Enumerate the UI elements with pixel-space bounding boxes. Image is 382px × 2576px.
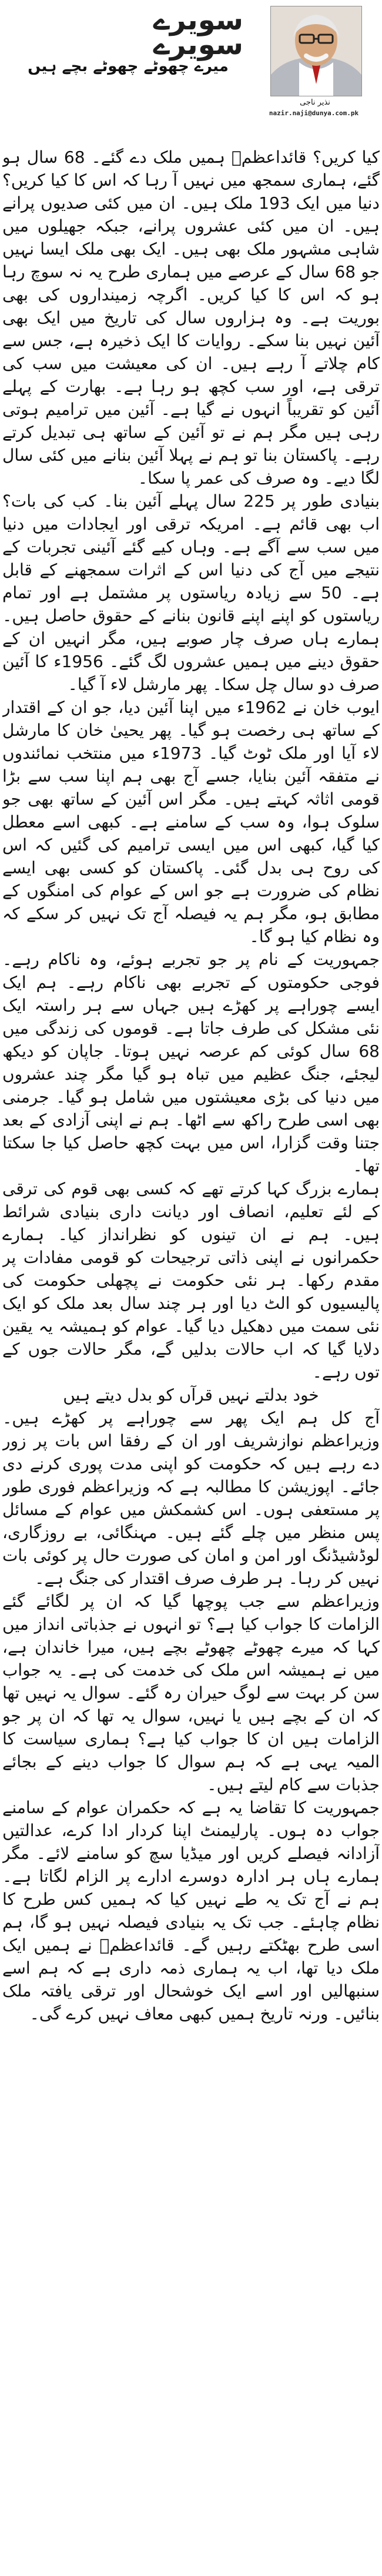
quoted-verse: خود بدلتے نہیں قرآں کو بدل دیتے ہیں <box>63 1385 319 1405</box>
page-footer-space <box>0 2569 382 2576</box>
author-email: nazir.naji@dunya.com.pk <box>269 109 359 117</box>
author-photo <box>270 6 362 96</box>
article-paragraph: بنیادی طور پر 225 سال پہلے آئین بنا۔ کب کی بات؟ اب بھی قائم ہے۔ امریکہ ترقی اور ایجادات میں دنیا میں سب سے آگے ہے۔ وہاں کیے گئے آئینی تجربات کے نتیجے میں آج کی دنیا اس کے اثرات سمجھنے کے قابل ہے۔ 50 سے زیادہ ریاستوں پر مشتمل ہے اور تمام ریاستوں کو اپنے اپنے قانون بنانے کے حقوق حاصل ہیں۔ ہمارے ہاں صرف چار صوبے ہیں، مگر انہیں ان کے حقوق دینے میں ہمیں عشروں لگ گئے۔ 1956ء کا آئین صرف دو سال چل سکا۔ پھر مارشل لاء آ گیا۔ <box>2 491 380 694</box>
article-paragraph: جمہوریت کے نام پر جو تجربے ہوئے، وہ ناکام رہے۔ فوجی حکومتوں کے تجربے بھی ناکام رہے۔ ہم ایک ایسے چوراہے پر کھڑے ہیں جہاں سے ہر راستہ ایک نئی مشکل کی طرف جاتا ہے۔ قوموں کی زندگی میں 68 سال کوئی کم عرصہ نہیں ہوتا۔ جاپان کو دیکھ لیجئے، جنگ عظیم میں تباہ ہو گیا مگر چند عشروں میں دنیا کی بڑی معیشتوں میں شامل ہو گیا۔ جرمنی بھی اسی طرح راکھ سے اٹھا۔ ہم نے اپنی آزادی کے بعد جتنا وقت گزارا، اس میں بہت کچھ حاصل کیا جا سکتا تھا۔ <box>2 950 380 1175</box>
column-logo-line-1: سویرے <box>153 4 243 36</box>
article-headline: میرے چھوٹے چھوٹے بچے ہیں <box>28 58 229 75</box>
article-paragraph: آج کل ہم ایک پھر سے چوراہے پر کھڑے ہیں۔ وزیراعظم نوازشریف اور ان کے رفقا اس بات پر زور دے رہے ہیں کہ حکومت کو اپنی مدت پوری کرنے دی جائے۔ اپوزیشن کا مطالبہ ہے کہ وزیراعظم فوری طور پر مستعفی ہوں۔ اس کشمکش میں عوام کے مسائل پس منظر میں چلے گئے ہیں۔ مہنگائی، بے روزگاری، لوڈشیڈنگ اور امن و امان کی صورت حال پر کوئی بات نہیں کر رہا۔ ہر طرف صرف اقتدار کی جنگ ہے۔ <box>2 1408 380 1588</box>
column-logo-line-2: سویرے <box>153 28 243 61</box>
column-logo <box>153 4 243 61</box>
article-paragraph: وزیراعظم سے جب پوچھا گیا کہ ان پر لگائے گئے الزامات کا جواب کیا ہے؟ تو انہوں نے جذباتی انداز میں کہا کہ میرے چھوٹے چھوٹے بچے ہیں، میرا خاندان ہے، میں نے ہمیشہ اس ملک کی خدمت کی ہے۔ یہ جواب سن کر بہت سے لوگ حیران رہ گئے۔ سوال یہ نہیں تھا کہ ان کے بچے ہیں یا نہیں، سوال یہ تھا کہ ان پر جو الزامات ہیں ان کا جواب کیا ہے؟ ہماری سیاست کا المیہ یہی ہے کہ ہم سوال کا جواب دینے کے بجائے جذبات سے کام لیتے ہیں۔ <box>2 1592 380 1794</box>
author-name: نذیر ناجی <box>300 98 330 107</box>
article-paragraph: کیا کریں؟ قائداعظمؒ ہمیں ملک دے گئے۔ 68 سال ہو گئے، ہماری سمجھ میں نہیں آ رہا کہ اس کا کیا کریں؟ دنیا میں ایک 193 ملک ہیں۔ ان میں کئی صدیوں پرانے ہیں۔ ان میں کئی عشروں پرانے، جبکہ جھیلوں میں شاہی مشہور ملک بھی ہیں۔ ایک بھی ملک ایسا نہیں جو 68 سال کے عرصے میں ہماری طرح یہ نہ سوچ رہا ہو کہ اس کا کیا کریں۔ اگرچہ زمینداروں کی بھی بوریت ہے۔ وہ ہزاروں سال کی تاریخ میں ایک بھی آئین نہیں بنا سکے۔ روایات کا ایک ذخیرہ ہے، جس سے کام چلاتے آ رہے ہیں۔ ان کی معیشت میں سب کی ترقی ہے، اور سب کچھ ہو رہا ہے۔ بھارت کے پہلے آئین کو تقریباً انہوں نے گیا ہے۔ آئین میں ترامیم ہوتی رہی ہیں مگر ہم نے تو آئین کے ساتھ ہی تبدیل کرتے رہے۔ پاکستان بنا تو ہم نے پہلا آئین بنانے میں کئی سال لگا دیے۔ وہ صرف کی عمر پا سکا۔ <box>2 148 380 488</box>
article-body <box>2 146 380 2561</box>
article-paragraph: جمہوریت کا تقاضا یہ ہے کہ حکمران عوام کے سامنے جواب دہ ہوں۔ پارلیمنٹ اپنا کردار ادا کرے، عدالتیں آزادانہ فیصلے کریں اور میڈیا سچ کو سامنے لائے۔ مگر ہمارے ہاں ہر ادارہ دوسرے ادارے پر الزام لگاتا ہے۔ ہم نے آج تک یہ طے نہیں کیا کہ ہمیں کس طرح کا نظام چاہئے۔ جب تک یہ بنیادی فیصلہ نہیں ہو گا، ہم اسی طرح بھٹکتے رہیں گے۔ قائداعظمؒ نے ہمیں ایک ملک دیا تھا، اب یہ ہماری ذمہ داری ہے کہ ہم اسے سنبھالیں اور اسے ایک خوشحال اور ترقی یافتہ ملک بنائیں۔ ورنہ تاریخ ہمیں کبھی معاف نہیں کرے گی۔ <box>2 1798 380 2024</box>
article-paragraph: ہمارے بزرگ کہا کرتے تھے کہ کسی بھی قوم کی ترقی کے لئے تعلیم، انصاف اور دیانت داری بنیادی شرائط ہیں۔ ہم نے ان تینوں کو نظرانداز کیا۔ ہمارے حکمرانوں نے اپنی ذاتی ترجیحات کو قومی مفادات پر مقدم رکھا۔ ہر نئی حکومت نے پچھلی حکومت کی پالیسیوں کو الٹ دیا اور ہر چند سال بعد ملک کو ایک نئی سمت میں دھکیل دیا گیا۔ عوام کو ہمیشہ یہ یقین دلایا گیا کہ اب حالات بدلیں گے، مگر حالات جوں کے توں رہے۔ <box>2 1179 380 1382</box>
article-paragraph: ایوب خان نے 1962ء میں اپنا آئین دیا، جو ان کے اقتدار کے ساتھ ہی رخصت ہو گیا۔ پھر یحییٰ خان کا مارشل لاء آیا اور ملک ٹوٹ گیا۔ 1973ء میں منتخب نمائندوں نے متفقہ آئین بنایا، جسے آج بھی ہم اپنا سب سے بڑا قومی اثاثہ کہتے ہیں۔ مگر اس آئین کے ساتھ بھی جو سلوک ہوا، وہ سب کے سامنے ہے۔ کبھی اسے معطل کیا گیا، کبھی اس میں ایسی ترامیم کی گئیں کہ اس کی روح ہی بدل گئی۔ پاکستان کو کسی بھی ایسے نظام کی ضرورت ہے جو اس کے عوام کی امنگوں کے مطابق ہو، مگر ہم یہ فیصلہ آج تک نہیں کر سکے کہ وہ نظام کیا ہو گا۔ <box>2 698 380 946</box>
